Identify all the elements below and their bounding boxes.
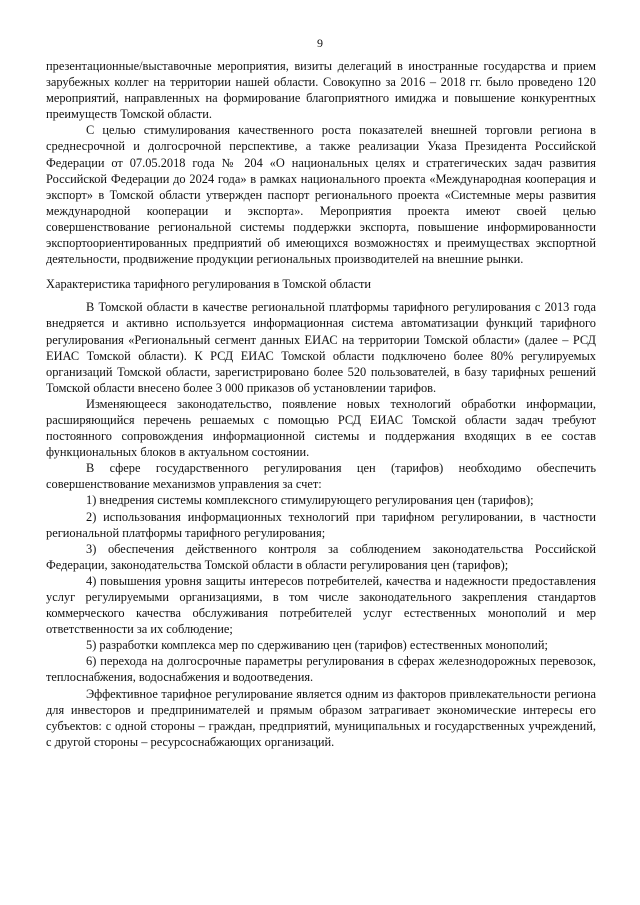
document-body [46, 58, 596, 750]
paragraph: В Томской области в качестве региональной платформы тарифного регулирования с 2013 года внедряется и активно используется информационная система автоматизации функций тарифного регулирования «Региональный сегмент данных ЕИАС на территории Томской области» (далее – РСД ЕИАС Томской области). К РСД ЕИАС Томской области подключено более 80% регулируемых организаций Томской области, зарегистрировано более 520 пользователей, в базу тарифных решений Томской области внесено более 3 000 приказов об установлении тарифов. [46, 300, 596, 395]
section-heading: Характеристика тарифного регулирования в Томской области [46, 277, 372, 292]
list-item: 2) использования информационных технологий при тарифном регулировании, в частности региональной платформы тарифного регулирования; [46, 509, 596, 540]
paragraph: Эффективное тарифное регулирование является одним из факторов привлекательности региона для инвесторов и предпринимателей и прямым образом затрагивает экономические интересы его субъектов: с одной стороны – граждан, предприятий, муниципальных и государственных учреждений, с другой стороны – ресурсоснабжающих организаций. [46, 686, 596, 749]
list-item: 3) обеспечения действенного контроля за соблюдением законодательства Российской Федерации, законодательства Томской области в области регулирования цен (тарифов); [46, 541, 596, 572]
page-number: 9 [317, 36, 323, 50]
list-item: 6) перехода на долгосрочные параметры регулирования в сферах железнодорожных перевозок, теплоснабжения, водоснабжения и водоотведения. [46, 654, 596, 685]
list-item: 1) внедрения системы комплексного стимулирующего регулирования цен (тарифов); [86, 493, 534, 508]
paragraph: презентационные/выставочные мероприятия, визиты делегаций в иностранные государства и прием зарубежных коллег на территории нашей области. Совокупно за 2016 – 2018 гг. было проведено 120 мероприятий, направленных на формирование благоприятного имиджа и повышение конкурентных преимуществ Томской области. [46, 59, 596, 122]
paragraph: В сфере государственного регулирования цен (тарифов) необходимо обеспечить совершенствование механизмов управления за счет: [46, 461, 596, 492]
list-item: 4) повышения уровня защиты интересов потребителей, качества и надежности предоставления услуг регулируемыми организациями, в том числе законодательного закрепления стандартов коммерческого качества обслуживания потребителей услуг естественных монополий и мер ответственности за их соблюдение; [46, 573, 596, 637]
paragraph: Изменяющееся законодательство, появление новых технологий обработки информации, расширяющийся перечень решаемых с помощью РСД ЕИАС Томской области задач требуют постоянного сопровождения информационной системы и поддержания входящих в ее состав функциональных блоков в актуальном состоянии. [46, 396, 596, 460]
paragraph: С целью стимулирования качественного роста показателей внешней торговли региона в среднесрочной и долгосрочной перспективе, а также реализации Указа Президента Российской Федерации от 07.05.2018 года № 204 «О национальных целях и стратегических задач развития Российской Федерации до 2024 года» в рамках национального проекта «Международная кооперация и экспорт» в Томской области утвержден паспорт регионального проекта «Системные меры развития международной кооперации и экспорта». Мероприятия проекта имеют своей целью совершенствование региональной системы поддержки экспорта, повышение информированности экспортоориентированных предприятий об имеющихся возможностях и преимуществах экспортной деятельности, продвижение продукции региональных производителей на внешние рынки. [46, 123, 596, 267]
list-item: 5) разработки комплекса мер по сдерживанию цен (тарифов) естественных монополий; [86, 638, 548, 653]
